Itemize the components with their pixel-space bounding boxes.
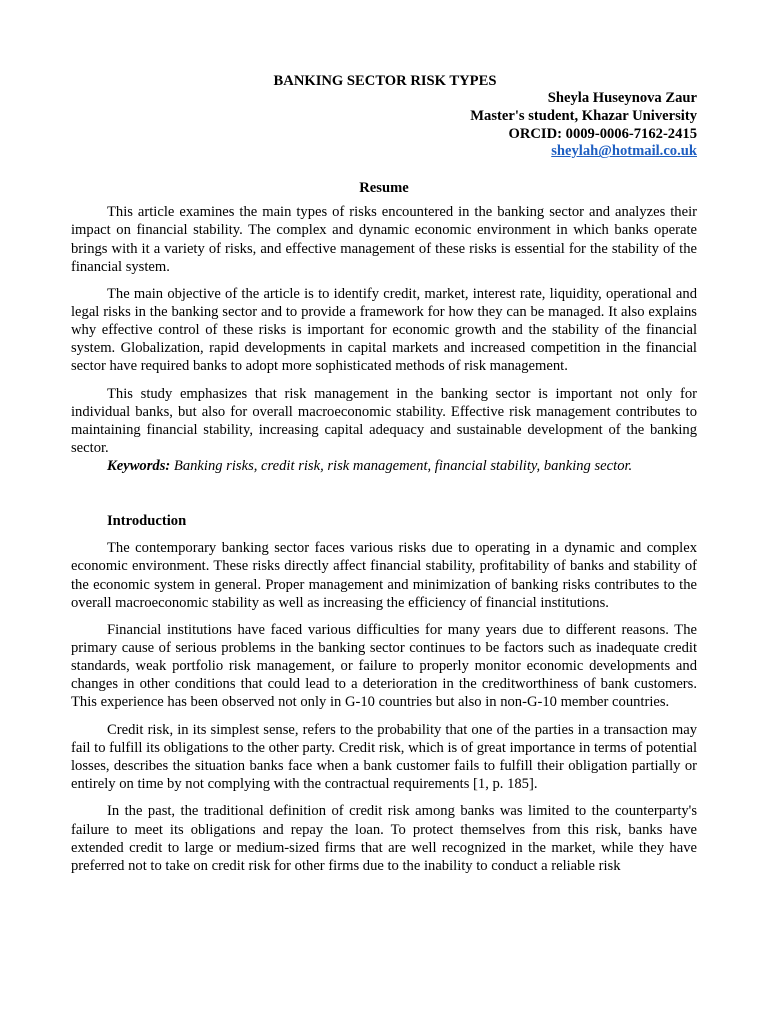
- introduction-paragraph: The contemporary banking sector faces various risks due to operating in a dynamic and complex economic environment. These risks directly affect financial stability, profitability of banks and stability of the economic system in general. Proper management and minimization of banking risks contributes to the overall macroeconomic stability as well as increasing the efficiency of financial institutions.: [71, 540, 697, 611]
- introduction-section: [71, 539, 697, 874]
- keywords-text: Banking risks, credit risk, risk management, financial stability, banking sector.: [170, 458, 633, 475]
- resume-paragraph: This article examines the main types of risks encountered in the banking sector and analyzes their impact on financial stability. The complex and dynamic economic environment in which banks operate brings with it a variety of risks, and effective management of these risks is essential for the stability of the financial system.: [71, 204, 697, 275]
- resume-paragraph: The main objective of the article is to identify credit, market, interest rate, liquidity, operational and legal risks in the banking sector and to provide a framework for how they can be managed. It also explains why effective control of these risks is important for economic growth and the stability of the financial system. Globalization, rapid developments in capital markets and increased competition in the financial sector have required banks to adopt more sophisticated methods of risk management.: [71, 286, 697, 375]
- author-affiliation: Master's student, Khazar University: [470, 107, 697, 124]
- introduction-paragraph: Financial institutions have faced various difficulties for many years due to different reasons. The primary cause of serious problems in the banking sector continues to be factors such as inadequate credit standards, weak portfolio risk management, or failure to properly monitor economic developments and changes in other conditions that could lead to a deterioration in the creditworthiness of bank customers. This experience has been observed not only in G-10 countries but also in non-G-10 member countries.: [71, 622, 697, 711]
- introduction-paragraph: In the past, the traditional definition of credit risk among banks was limited to the counterparty's failure to meet its obligations and repay the loan. To protect themselves from this risk, banks have extended credit to large or medium-sized firms that are well recognized in the market, while they have preferred not to take on credit risk for other firms due to the inability to conduct a reliable risk: [71, 803, 697, 874]
- resume-heading: Resume: [359, 180, 409, 197]
- author-name: Sheyla Huseynova Zaur: [547, 90, 697, 107]
- introduction-paragraph: Credit risk, in its simplest sense, refers to the probability that one of the parties in a transaction may fail to fulfill its obligations to the other party. Credit risk, which is of great importance in terms of potential losses, describes the situation banks face when a bank customer fails to fulfill their obligation partially or entirely on time by not complying with the contractual requirements [1, p. 185].: [71, 721, 697, 793]
- resume-section: [71, 203, 697, 457]
- resume-paragraph: This study emphasizes that risk management in the banking sector is important not only for individual banks, but also for overall macroeconomic stability. Effective risk management contributes to maintaining financial stability, increasing capital adequacy and sustainable development of the banking sector.: [71, 385, 697, 457]
- paper-title: BANKING SECTOR RISK TYPES: [273, 73, 497, 89]
- author-email-link[interactable]: sheylah@hotmail.co.uk: [551, 143, 697, 160]
- author-orcid: ORCID: 0009-0006-7162-2415: [508, 125, 697, 142]
- introduction-heading: Introduction: [107, 513, 187, 530]
- author-block: [71, 90, 697, 161]
- keywords-label: Keywords:: [107, 458, 171, 475]
- document-page: [71, 72, 697, 875]
- keywords-line: [71, 457, 697, 475]
